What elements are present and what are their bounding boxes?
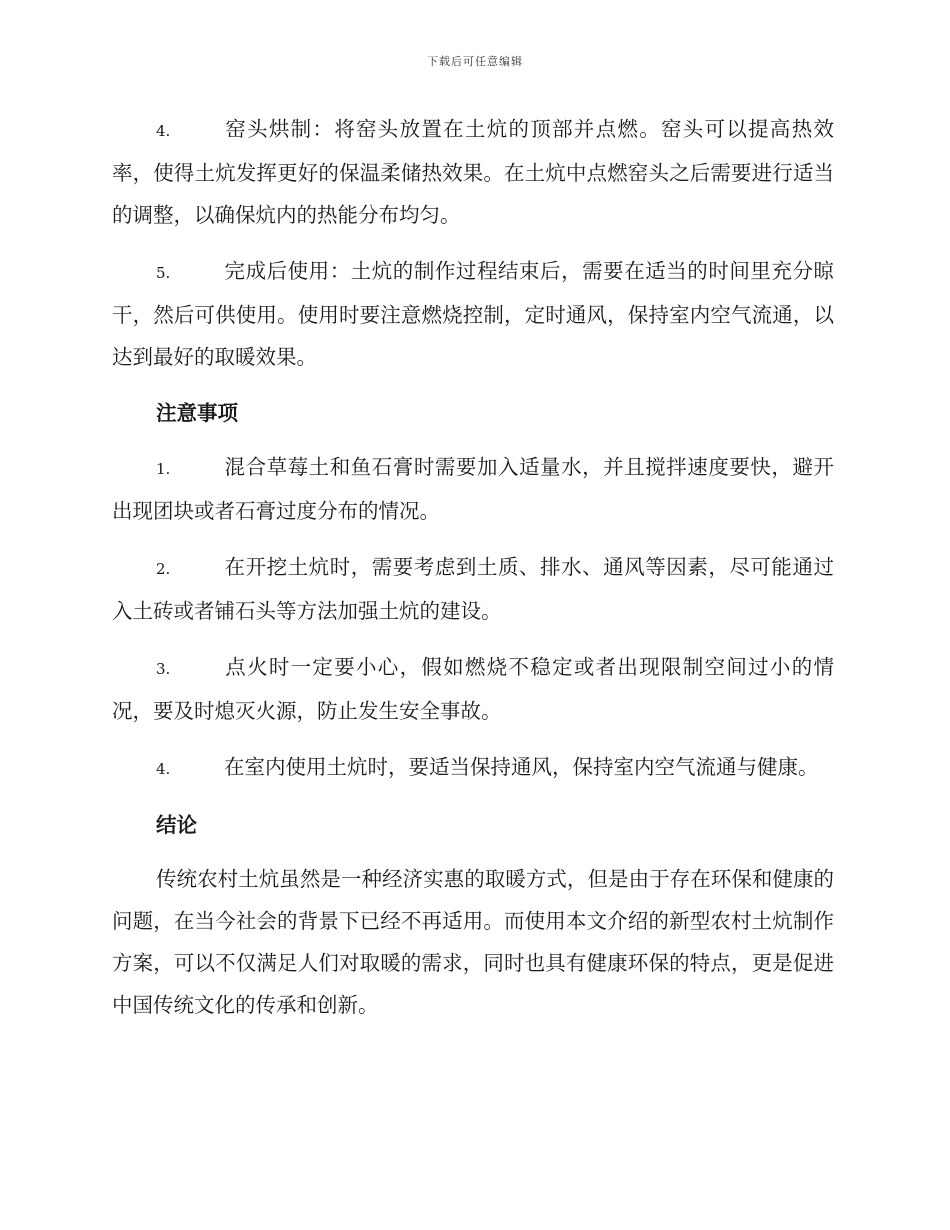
- note-text: 混合草莓土和鱼石膏时需要加入适量水，并且搅拌速度要快，避开出现团块或者石膏过度分布的情况。: [112, 455, 834, 523]
- step-item: [112, 250, 834, 378]
- note-item: [112, 746, 834, 790]
- step-text: 完成后使用：土炕的制作过程结束后，需要在适当的时间里充分晾干，然后可供使用。使用时要注意燃烧控制，定时通风，保持室内空气流通，以达到最好的取暖效果。: [112, 259, 834, 369]
- note-number: 4.: [156, 760, 171, 778]
- note-item: [112, 446, 834, 532]
- note-item: [112, 546, 834, 632]
- step-number: 5.: [156, 264, 171, 282]
- note-text: 在室内使用土炕时，要适当保持通风，保持室内空气流通与健康。: [224, 755, 819, 779]
- page-header: 下载后可任意编辑: [427, 55, 523, 68]
- note-number: 3.: [156, 660, 171, 678]
- note-number: 2.: [156, 560, 171, 578]
- note-text: 在开挖土炕时，需要考虑到土质、排水、通风等因素，尽可能通过入土砖或者铺石头等方法加强土炕的建设。: [112, 555, 834, 623]
- step-item: [112, 108, 834, 236]
- note-item: [112, 646, 834, 732]
- note-number: 1.: [156, 460, 171, 478]
- conclusion-heading: 结论: [156, 813, 197, 837]
- note-text: 点火时一定要小心，假如燃烧不稳定或者出现限制空间过小的情况，要及时熄灭火源，防止发生安全事故。: [112, 655, 834, 723]
- step-number: 4.: [156, 122, 171, 140]
- conclusion-paragraph: 传统农村土炕虽然是一种经济实惠的取暖方式，但是由于存在环保和健康的问题，在当今社会的背景下已经不再适用。而使用本文介绍的新型农村土炕制作方案，可以不仅满足人们对取暖的需求，同时也具有健康环保的特点，更是促进中国传统文化的传承和创新。: [112, 867, 834, 1017]
- document-body: [112, 108, 834, 1026]
- notes-heading: 注意事项: [156, 401, 238, 425]
- step-text: 窑头烘制：将窑头放置在土炕的顶部并点燃。窑头可以提高热效率，使得土炕发挥更好的保温柔储热效果。在土炕中点燃窑头之后需要进行适当的调整，以确保炕内的热能分布均匀。: [112, 117, 834, 227]
